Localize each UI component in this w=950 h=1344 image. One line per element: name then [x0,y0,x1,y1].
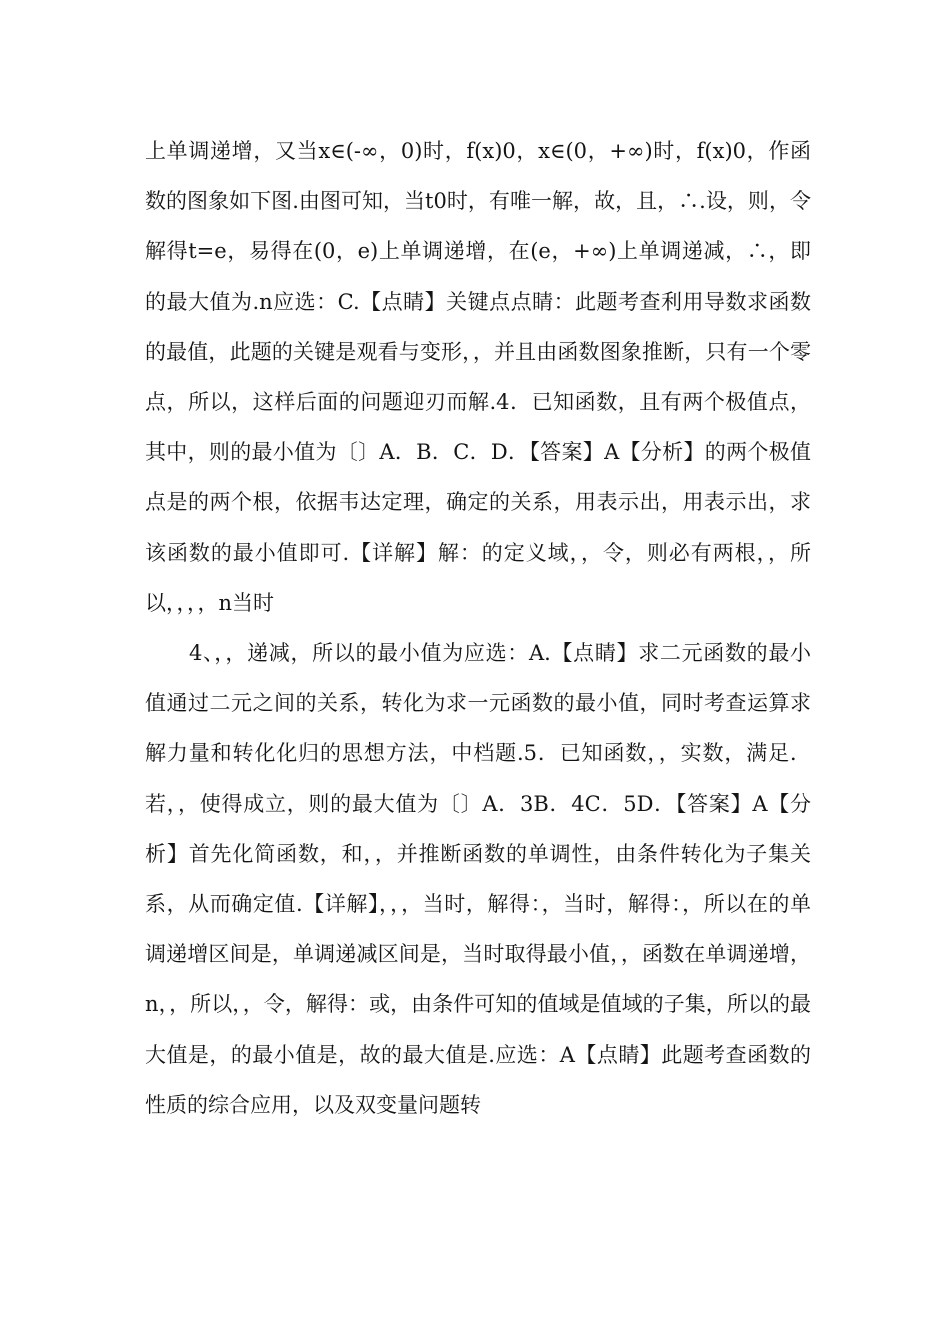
document-body [145,126,811,1130]
paragraph-1: 上单调递增，又当x∈(-∞，0)时，f(x)0，x∈(0，+∞)时，f(x)0，作函数的图象如下图.由图可知，当t0时，有唯一解，故，且，∴.设，则，令解得t=e，易得在(0，e)上单调递增，在(e，+∞)上单调递减，∴，即的最大值为.n应选：C.【点睛】关键点点睛：此题考查利用导数求函数的最值，此题的关键是观看与变形，，并且由函数图象推断，只有一个零点，所以，这样后面的问题迎刃而解.4．已知函数，且有两个极值点，其中，则的最小值为〔〕A．B．C．D．【答案】A【分析】的两个极值点是的两个根，依据韦达定理，确定的关系，用表示出，用表示出，求该函数的最小值即可.【详解】解：的定义域，，令，则必有两根，，所以，，，，n当时 [145,139,811,615]
paragraph-2: 4、，，递减，所以的最小值为应选：A.【点睛】求二元函数的最小值通过二元之间的关系，转化为求一元函数的最小值，同时考查运算求解力量和转化化归的思想方法，中档题.5．已知函数，，实数，满足．若，，使得成立，则的最大值为〔〕A．3B．4C．5D．【答案】A【分析】首先化简函数，和，，并推断函数的单调性，由条件转化为子集关系，从而确定值.【详解】，，，当时，解得：，当时，解得：，所以在的单调递增区间是，单调递减区间是，当时取得最小值，，函数在单调递增，n，，所以，，令，解得：或，由条件可知的值域是值域的子集，所以的最大值是，的最小值是，故的最大值是.应选：A【点睛】此题考查函数的性质的综合应用，以及双变量问题转 [145,641,811,1117]
